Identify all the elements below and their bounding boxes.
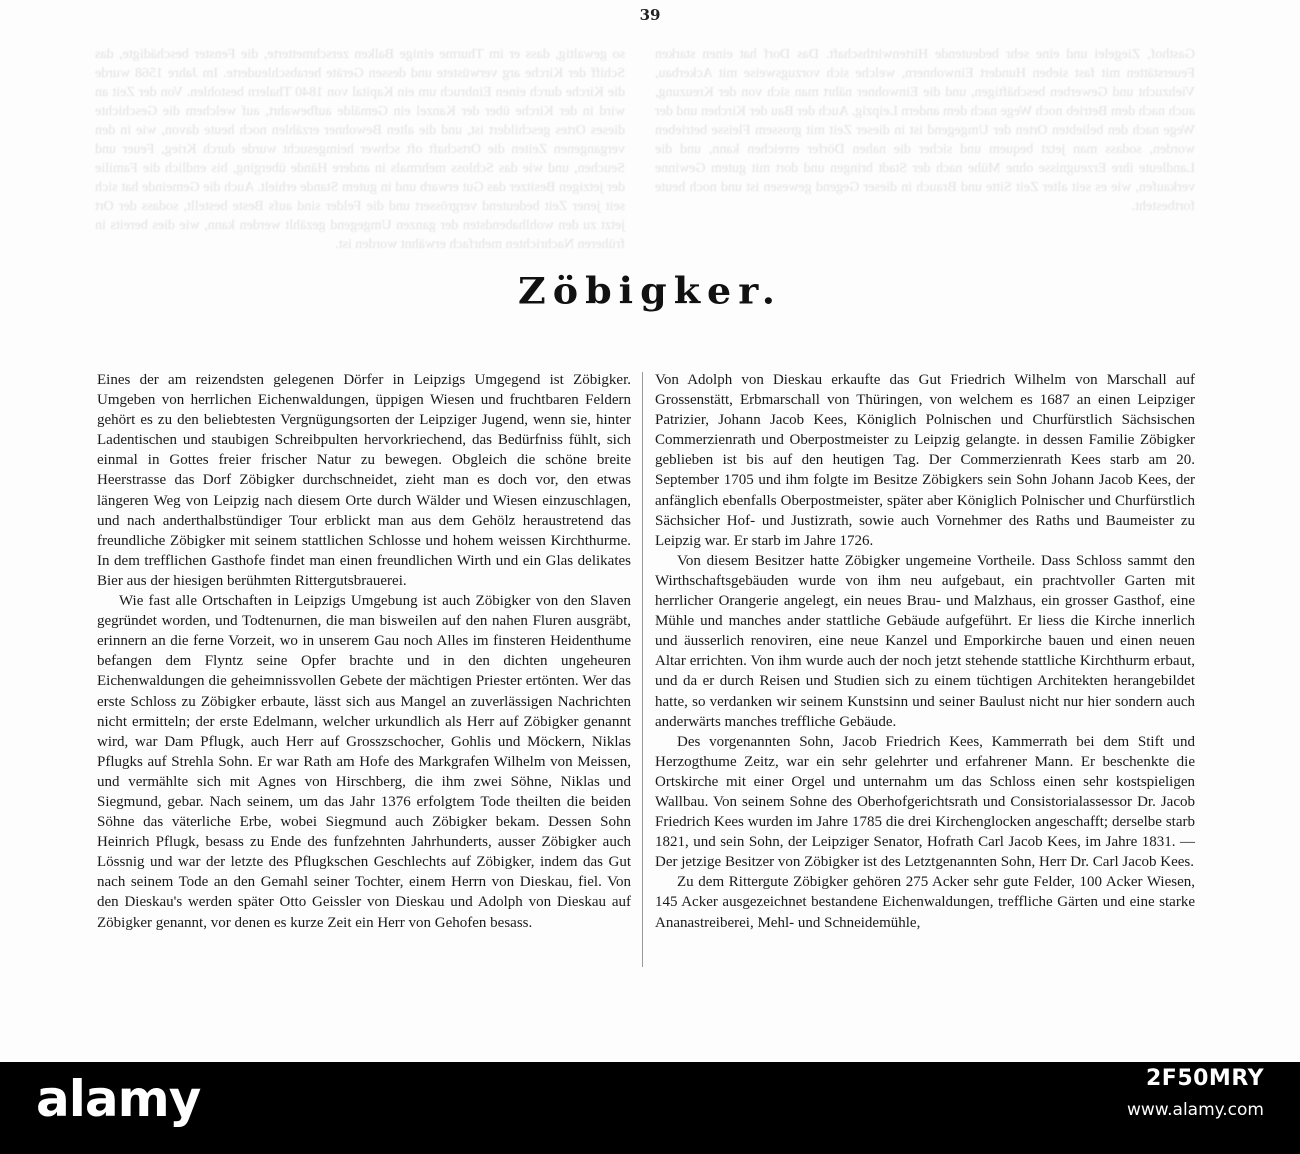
brand-logo: alamy: [36, 1070, 201, 1128]
watermark-banner: [0, 1062, 1300, 1154]
paragraph: Eines der am reizendsten gelegenen Dörfer in Leipzigs Umgegend ist Zöbigker. Umgeben von herrlichen Eichenwaldungen, üppigen Wiesen und fruchtbaren Feldern gehört es zu den beliebtesten Vergnügungsorten der Leipziger Jugend, wenn sie, hinter Ladentischen und staubigen Schreibpulten hervorkriechend, das Bedürfniss fühlt, sich einmal in Gottes freier frischer Natur zu bewegen. Obgleich die schöne breite Heerstrasse das Dorf Zöbigker durchschneidet, zieht man es doch vor, den etwas längeren Weg von Leipzig nach diesem Orte durch Wälder und Wiesen einzuschlagen, und nach anderthalbstündiger Tour erblickt man aus dem Gehölz heraustretend das freundliche Zöbigker mit seinem stattlichen Schlosse und hohem weissen Kirchthurme. In dem trefflichen Gasthofe findet man einen freundlichen Wirth und ein Glas delikates Bier aus der hiesigen berühmten Rittergutsbrauerei.: [97, 372, 631, 589]
text-column-right: [655, 370, 1195, 933]
image-id: 2F50MRY: [1145, 1066, 1264, 1091]
bleed-through-text-right: Gasthof, Ziegelei und eine sehr bedeutende Hirtenwirthschaft. Das Dorf hat einen starken Feuerstätten mit fast sieben Hundert Einwohnern, welche sich vorzugsweise mit Ackerbau, Viehzucht und Gewerben beschäftigen, und die Einwohner nährt man sich von der Kreuzung, auch nach dem Betrieb noch Wege nach dem andern Leipzig. Auch der Bau der Kirchen und der Wege nach den beliebten Orten der Umgegend ist in dieser Zeit mit grossem Fleisse betrieben worden, sodass man jetzt bequem und sicher die nahen Dörfer erreichen kann, und die Landleute ihre Erzeugnisse ohne Mühe nach der Stadt bringen und dort mit gutem Gewinne verkaufen, wie es seit alter Zeit Sitte und Brauch in dieser Gegend gewesen ist und noch heute fortbesteht.: [655, 47, 1195, 214]
paragraph: Von Adolph von Dieskau erkaufte das Gut Friedrich Wilhelm von Marschall auf Grossenstätt, Erbmarschall von Thüringen, von welchem es 1687 an einen Leipziger Patrizier, Johann Jacob Kees, Königlich Polnischen und Churfürstlich Sächsischen Commerzienrath und Oberpostmeister zu Leipzig gelangte. in dessen Familie Zöbigker geblieben ist bis auf den heutigen Tag. Der Commerzienrath Kees starb am 20. September 1705 und ihm folgte im Besitze Zöbigkers sein Sohn Johann Jacob Kees, der anfänglich ebenfalls Oberpostmeister, später aber Königlich Polnischer und Churfürstlich Sächsicher Hof- und Justizrath, sowie auch Vornehmer des Raths und Baumeister zu Leipzig war. Er starb im Jahre 1726.: [655, 372, 1195, 549]
paragraph: Von diesem Besitzer hatte Zöbigker ungemeine Vortheile. Dass Schloss sammt den Wirthschaftsgebäuden wurde von ihm neu aufgebaut, ein prachtvoller Garten mit herrlicher Orangerie angelegt, ein neues Brau- und Malzhaus, ein grosser Gasthof, eine Mühle und manches ander stattliche Gebäude aufgeführt. Er liess die Kirche innerlich und äusserlich renoviren, eine neue Kanzel und Emporkirche bauen und einen neuen Altar errichten. Von ihm wurde auch der noch jetzt stehende stattliche Kirchthurm erbaut, und da er durch Reisen und Studien sich zu einem tüchtigen Architekten herangebildet hatte, so verdanken wir seinem Kunstsinn und seiner Baulust nicht nur hier sondern auch anderwärts manches treffliche Gebäude.: [655, 552, 1195, 730]
paragraph: Des vorgenannten Sohn, Jacob Friedrich Kees, Kammerrath bei dem Stift und Herzogthume Zeitz, war ein sehr gelehrter und erfahrener Mann. Er beschenkte die Ortskirche mit einer Orgel und unternahm um das Schloss einen sehr kostspieligen Wallbau. Von seinem Sohne des Oberhofgerichtsrath und Consistorialassessor Dr. Jacob Friedrich Kees wurden im Jahre 1785 die drei Kirchenglocken angeschafft; derselbe starb 1821, und sein Sohn, der Leipziger Senator, Hofrath Carl Jacob Kees, im Jahre 1831. — Der jetzige Besitzer von Zöbigker ist des Letztgenannten Sohn, Herr Dr. Carl Jacob Kees.: [655, 733, 1195, 871]
paragraph: Zu dem Rittergute Zöbigker gehören 275 Acker sehr gute Felder, 100 Acker Wiesen, 145 Acker ausgezeichnet bestandene Eichenwaldungen, treffliche Gärten und eine starke Ananastreiberei, Mehl- und Schneidemühle,: [655, 874, 1195, 931]
column-divider: [642, 372, 643, 967]
paragraph: Wie fast alle Ortschaften in Leipzigs Umgebung ist auch Zöbigker von den Slaven gegründet worden, und Todtenurnen, die man bisweilen auf den nahen Fluren ausgräbt, erinnern an die ferne Vorzeit, wo in unserem Gau noch Alles im finsteren Heidenthume befangen dem Flyntz seine Opfer brachte und in den dichten ungeheuren Eichenwaldungen die geheimnissvollen Gebete der mächtigen Priester ertönten. Wer das erste Schloss zu Zöbigker erbaute, lässt sich aus Mangel an zuverlässigen Nachrichten nicht ermitteln; der erste Edelmann, welcher urkundlich als Herr auf Zöbigker genannt wird, war Dam Pflugk, auch Herr auf Grosszschocher, Gohlis und Möckern, Niklas Pflugks auf Strehla Sohn. Er war Rath am Hofe des Markgrafen Wilhelm von Meissen, und vermählte sich mit Agnes von Hirschberg, die ihm zwei Söhne, Niklas und Siegmund, gebar. Nach seinem, um das Jahr 1376 erfolgtem Tode theilten die beiden Söhne das väterliche Erbe, wobei Siegmund auch Zöbigker bekam. Dessen Sohn Heinrich Pflugk, besass zu Ende des funfzehnten Jahrhunderts, ausser Zöbigker auch Lössnig und war der letzte des Pflugkschen Geschlechts auf Zöbigker, indem das Gut nach seinem Tode an den Gemahl seiner Tochter, einem Herrn von Dieskau, fiel. Von den Dieskau's werden später Otto Geissler von Dieskau und Adolph von Dieskau auf Zöbigker genannt, vor denen es kurze Zeit ein Herr von Gehofen besass.: [97, 593, 631, 931]
article-title: Zöbigker.: [518, 269, 782, 312]
page-number: 39: [639, 6, 661, 24]
text-column-left: [97, 370, 631, 933]
source-url: www.alamy.com: [1126, 1100, 1264, 1120]
bleed-through-text-left: so gewaltig, dass er im Thurme einige Balken zerschmetterte, die Fenster beschädigte, das Schiff der Kirche arg verwüstete und dessen Geräte herabschleuderte. Im Jahre 1568 wurde die Kirche durch einen Einbruch um ein Kapital von 1840 Thalern bestohlen. Von der Zeit an wird in der Kirche über der Kanzel ein Gemälde aufbewahrt, auf welchem die Geschichte dieses Ortes geschildert ist, und die alten Bewohner erzählen noch heute davon, wie in den vergangenen Zeiten die Ortschaft oft schwer heimgesucht wurde durch Krieg, Feuer und Seuchen, und wie das Schloss mehrmals in andere Hände überging, bis endlich die Familie der jetzigen Besitzer das Gut erwarb und in gutem Stande erhielt. Auch die Gemeinde hat sich seit jener Zeit bedeutend vergrössert und die Felder sind aufs Beste bestellt, sodass der Ort jetzt zu den wohlhabendsten der ganzen Umgegend gezählt werden kann, wie dies bereits in früheren Nachrichten mehrfach erwähnt worden ist.: [95, 47, 625, 252]
